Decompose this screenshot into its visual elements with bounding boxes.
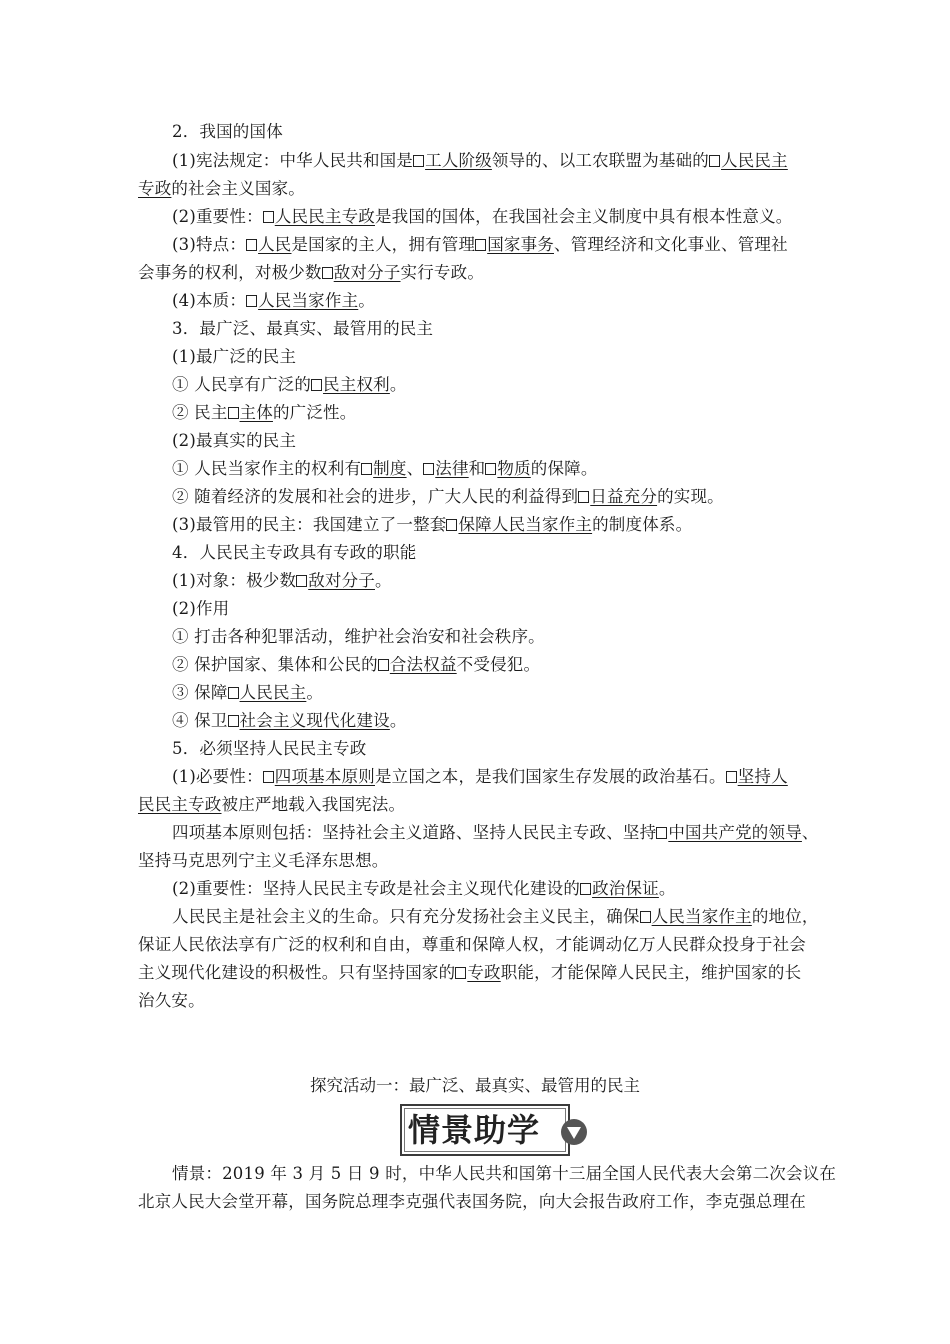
blank-box-icon (246, 295, 257, 307)
answer: 工人阶级 (425, 151, 492, 170)
paragraph-line (0, 959, 950, 987)
blank-box-icon (423, 463, 434, 475)
answer: 坚持人 (737, 767, 788, 786)
text: (2)作用 (172, 599, 230, 618)
text: 实行专政。 (400, 263, 485, 282)
subheading (0, 343, 950, 371)
answer: 专政 (467, 963, 501, 982)
blank-box-icon (446, 519, 457, 531)
paragraph-line (0, 791, 950, 819)
answer: 法律 (435, 459, 469, 478)
fill-blank (580, 879, 659, 898)
answer: 保障人民当家作主 (458, 515, 593, 534)
paragraph-line (0, 763, 950, 791)
text: 、管理经济和文化事业、管理社 (554, 235, 788, 254)
text: 、 (406, 459, 424, 478)
list-item (0, 399, 950, 427)
text: 人民民主是社会主义的生命。只有充分发扬社会主义民主，确保 (172, 907, 640, 926)
text: ② 民主 (172, 403, 228, 422)
fill-blank (446, 515, 592, 534)
fill-blank (709, 151, 788, 170)
blank-box-icon (296, 575, 307, 587)
blank-box-icon (228, 687, 239, 699)
answer: 制度 (373, 459, 407, 478)
blank-box-icon (580, 883, 591, 895)
blank-box-icon (709, 155, 720, 167)
blank-box-icon (485, 463, 496, 475)
text: (3)特点： (172, 235, 247, 254)
text: (1)宪法规定：中华人民共和国是 (172, 151, 414, 170)
paragraph-line (0, 819, 950, 847)
fill-blank (246, 235, 291, 254)
fill-blank (423, 459, 468, 478)
text: ② 随着经济的发展和社会的进步，广大人民的利益得到 (172, 487, 579, 506)
paragraph-line (0, 147, 950, 175)
fill-blank (455, 963, 500, 982)
fill-blank (656, 823, 802, 842)
text: 。 (389, 375, 407, 394)
text: 治久安。 (138, 991, 205, 1010)
blank-box-icon (311, 379, 322, 391)
text: 是我国的国体，在我国社会主义制度中具有根本性意义。 (374, 207, 793, 226)
text: (4)本质： (172, 291, 247, 310)
answer: 敌对分子 (308, 571, 375, 590)
list-item (0, 707, 950, 735)
list-item (0, 651, 950, 679)
text: (1)必要性： (172, 767, 263, 786)
fill-blank (413, 151, 492, 170)
paragraph-line (0, 511, 950, 539)
paragraph-line (0, 1160, 950, 1188)
text: ① 人民当家作主的权利有 (172, 459, 362, 478)
text: 主义现代化建设的积极性。只有坚持国家的 (138, 963, 456, 982)
text: 情景：2019 年 3 月 5 日 9 时，中华人民共和国第十三届全国人民代表大会第二次会议在 (172, 1164, 837, 1183)
blank-box-icon (263, 771, 274, 783)
text: 的保障。 (530, 459, 598, 478)
section-heading (0, 315, 950, 343)
text: 职能，才能保障人民民主，维护国家的长 (500, 963, 802, 982)
text: 和 (468, 459, 486, 478)
text: 的广泛性。 (272, 403, 357, 422)
answer: 合法权益 (389, 655, 457, 674)
text: 是立国之本，是我们国家生存发展的政治基石。 (374, 767, 726, 786)
paragraph-line (0, 1188, 950, 1216)
answer: 物质 (497, 459, 531, 478)
text: (2)重要性： (172, 207, 263, 226)
fill-blank (263, 207, 375, 226)
banner (400, 1104, 590, 1156)
text: (2)最真实的民主 (172, 431, 297, 450)
answer: 政治保证 (592, 879, 659, 898)
answer: 民主权利 (323, 375, 390, 394)
banner-title: 情景助学 (408, 1111, 541, 1149)
answer: 敌对分子 (333, 263, 401, 282)
list-item (0, 455, 950, 483)
section-heading (0, 539, 950, 567)
text: 是国家的主人，拥有管理 (291, 235, 476, 254)
text: ① 人民享有广泛的 (172, 375, 312, 394)
blank-box-icon (475, 239, 486, 251)
answer: 人民当家作主 (651, 907, 752, 926)
paragraph-line (0, 875, 950, 903)
text: 。 (658, 879, 676, 898)
text: 坚持马克思列宁主义毛泽东思想。 (138, 851, 389, 870)
blank-box-icon (263, 211, 274, 223)
blank-box-icon (455, 967, 466, 979)
fill-blank (246, 291, 358, 310)
answer: 人民民主 (721, 151, 788, 170)
text: ④ 保卫 (172, 711, 228, 730)
blank-box-icon (361, 463, 372, 475)
answer: 人民民主专政 (274, 207, 375, 226)
fill-blank (578, 487, 657, 506)
activity-title: 探究活动一：最广泛、最真实、最管用的民主 (310, 1076, 640, 1095)
paragraph-line (0, 287, 950, 315)
fill-blank (378, 655, 457, 674)
paragraph-line (0, 931, 950, 959)
paragraph-line (0, 231, 950, 259)
text: 。 (389, 711, 407, 730)
blank-box-icon (228, 407, 239, 419)
down-triangle-icon (560, 1118, 588, 1146)
text: 保证人民依法享有广泛的权利和自由，尊重和保障人权，才能调动亿万人民群众投身于社会 (138, 935, 806, 954)
fill-blank (296, 571, 375, 590)
text: 、 (801, 823, 819, 842)
list-item (0, 483, 950, 511)
list-item (0, 623, 950, 651)
text: (3)最管用的民主：我国建立了一整套 (172, 515, 447, 534)
text: 的社会主义国家。 (171, 179, 306, 198)
text: (2)重要性：坚持人民民主专政是社会主义现代化建设的 (172, 879, 581, 898)
section-heading (0, 735, 950, 763)
subheading (0, 595, 950, 623)
answer: 国家事务 (487, 235, 554, 254)
text: (1)最广泛的民主 (172, 347, 297, 366)
text: 会事务的权利，对极少数 (138, 263, 322, 282)
answer: 人民当家作主 (258, 291, 359, 310)
blank-box-icon (322, 267, 333, 279)
text: ③ 保障 (172, 683, 228, 702)
fill-blank (311, 375, 390, 394)
heading-text: 3．最广泛、最真实、最管用的民主 (172, 319, 434, 338)
blank-box-icon (656, 827, 667, 839)
text: 的地位， (751, 907, 819, 926)
heading-text: 2．我国的国体 (172, 122, 283, 141)
paragraph-line (0, 567, 950, 595)
text: 四项基本原则包括：坚持社会主义道路、坚持人民民主专政、坚持 (172, 823, 657, 842)
blank-box-icon (228, 715, 239, 727)
answer: 主体 (239, 403, 273, 422)
paragraph-line (0, 259, 950, 287)
answer: 社会主义现代化建设 (239, 711, 390, 730)
paragraph-line (0, 203, 950, 231)
text: 。 (375, 571, 392, 590)
heading-text: 5．必须坚持人民民主专政 (172, 739, 367, 758)
blank-box-icon (378, 659, 389, 671)
fill-blank (361, 459, 406, 478)
text: 被庄严地载入我国宪法。 (221, 795, 406, 814)
list-item (0, 679, 950, 707)
blank-box-icon (246, 239, 257, 251)
fill-blank (228, 711, 390, 730)
answer: 日益充分 (590, 487, 658, 506)
fill-blank (263, 767, 375, 786)
answer: 四项基本原则 (274, 767, 375, 786)
answer: 人民民主 (239, 683, 307, 702)
text: 。 (358, 291, 375, 310)
answer: 中国共产党的领导 (668, 823, 802, 842)
answer: 民民主专政 (138, 795, 222, 814)
text: 北京人民大会堂开幕，国务院总理李克强代表国务院，向大会报告政府工作，李克强总理在 (138, 1192, 806, 1211)
fill-blank (228, 403, 273, 422)
text: 的实现。 (657, 487, 724, 506)
fill-blank (475, 235, 554, 254)
text: ② 保护国家、集体和公民的 (172, 655, 378, 674)
answer: 人民 (258, 235, 292, 254)
fill-blank (322, 263, 401, 282)
section-heading (0, 118, 950, 146)
text: 的制度体系。 (592, 515, 693, 534)
fill-blank (726, 767, 788, 786)
paragraph-line (0, 175, 950, 203)
blank-box-icon (640, 911, 651, 923)
fill-blank (640, 907, 752, 926)
text: 。 (306, 683, 324, 702)
fill-blank (228, 683, 307, 702)
blank-box-icon (413, 155, 424, 167)
paragraph-line (0, 847, 950, 875)
text: 不受侵犯。 (456, 655, 541, 674)
answer: 专政 (138, 179, 172, 198)
text: ① 打击各种犯罪活动，维护社会治安和社会秩序。 (172, 627, 545, 646)
text: (1)对象：极少数 (172, 571, 297, 590)
list-item (0, 371, 950, 399)
paragraph-line (0, 987, 950, 1015)
heading-text: 4．人民民主专政具有专政的职能 (172, 543, 417, 562)
blank-box-icon (578, 491, 589, 503)
blank-box-icon (726, 771, 737, 783)
subheading (0, 427, 950, 455)
paragraph-line (0, 903, 950, 931)
fill-blank (485, 459, 530, 478)
text: 领导的、以工农联盟为基础的 (491, 151, 709, 170)
